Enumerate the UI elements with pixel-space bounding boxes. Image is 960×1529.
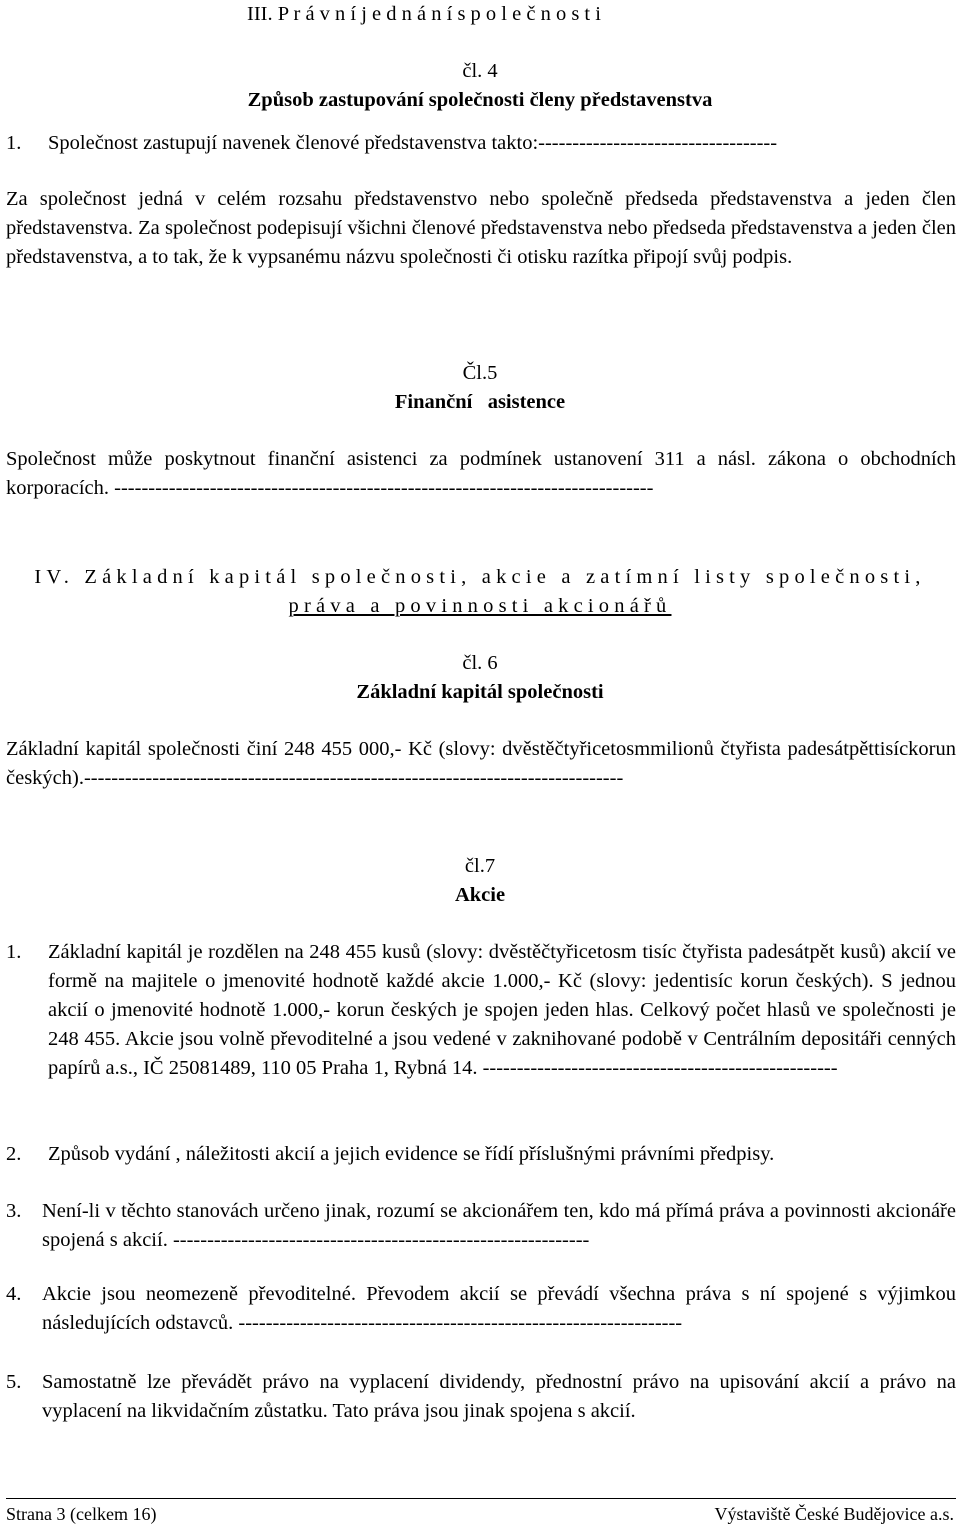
section-heading: IV. Základní kapitál společnosti, akcie a zatímní listy společnosti,	[34, 566, 926, 588]
article-title: Akcie	[454, 884, 506, 906]
list-item-text: Samostatně lze převádět právo na vyplacení dividendy, přednostní právo na upisování akcií a právo na vyplacení na likvidačním zůstatku. Tato práva jsou jinak spojena s akcií.	[42, 1371, 956, 1422]
article-number: čl.7	[464, 855, 496, 877]
list-item-text: Základní kapitál je rozdělen na 248 455 kusů (slovy: dvěstěčtyřicetosm tisíc čtyřista padesátpět kusů) akcií ve formě na majitele o jmenovité hodnotě každé akcie 1.000,- Kč (slovy: jedentisíc korun českých). S jednou akcií o jmenovité hodnotě 1.000,- korun českých je spojen jeden hlas. Celkový počet hlasů ve společnosti je 248 455. Akcie jsou volně převoditelné a jsou vedené v zaknihované podobě v Centrálním depositáři cenných papírů a.s., IČ 25081489, 110 05 Praha 1, Rybná 14. ----------------------------------------------------	[48, 941, 956, 1079]
footer-page-number: Strana 3 (celkem 16)	[6, 1504, 157, 1524]
paragraph: Za společnost jedná v celém rozsahu představenstvo nebo společně předseda představenstva a jeden člen představenstva. Za společnost podepisují všichni členové představenstva nebo předseda představenstva a jeden člen představenstva, a to tak, že k vypsanému názvu společnosti či otisku razítka připojí svůj podpis.	[6, 188, 956, 268]
list-item-text: Společnost zastupují navenek členové představenstva takto:-----------------------------------	[48, 132, 778, 154]
list-number: 5.	[6, 1371, 22, 1393]
list-item-text: Akcie jsou neomezeně převoditelné. Převodem akcií se převádí všechna práva s ní spojené s výjimkou následujících odstavců. -----------------------------------------------------------------	[42, 1283, 956, 1334]
list-number: 2.	[6, 1143, 22, 1165]
paragraph: Společnost může poskytnout finanční asistenci za podmínek ustanovení 311 a násl. zákona o obchodních korporacích. -------------------------------------------------------------------------------	[6, 448, 956, 499]
article-number: čl. 6	[462, 652, 498, 674]
article-title: Základní kapitál společnosti	[356, 681, 604, 703]
footer-company: Výstaviště České Budějovice a.s.	[714, 1504, 954, 1524]
section-heading: III. P r á v n í j e d n á n í s p o l e č n o s t i	[247, 3, 601, 25]
list-number: 1.	[6, 132, 22, 154]
list-number: 1.	[6, 941, 22, 963]
section-heading-continued: práva a povinnosti akcionářů	[288, 595, 672, 617]
article-title: Způsob zastupování společnosti členy představenstva	[247, 89, 713, 111]
footer-divider	[6, 1498, 956, 1499]
article-number: Čl.5	[462, 362, 498, 384]
article-title: Finanční asistence	[394, 391, 566, 413]
list-number: 4.	[6, 1283, 22, 1305]
list-number: 3.	[6, 1200, 22, 1222]
list-item-text: Není-li v těchto stanovách určeno jinak, rozumí se akcionářem ten, kdo má přímá práva a povinnosti akcionáře spojená s akcií. -------------------------------------------------------------	[42, 1200, 956, 1251]
list-item-text: Způsob vydání , náležitosti akcií a jejich evidence se řídí příslušnými právními předpisy.	[48, 1143, 775, 1165]
article-number: čl. 4	[462, 60, 498, 82]
paragraph: Základní kapitál společnosti činí 248 455 000,- Kč (slovy: dvěstěčtyřicetosmmilionů čtyřista padesátpěttisíckorun českých).-------------------------------------------------------------------------------	[6, 738, 956, 789]
